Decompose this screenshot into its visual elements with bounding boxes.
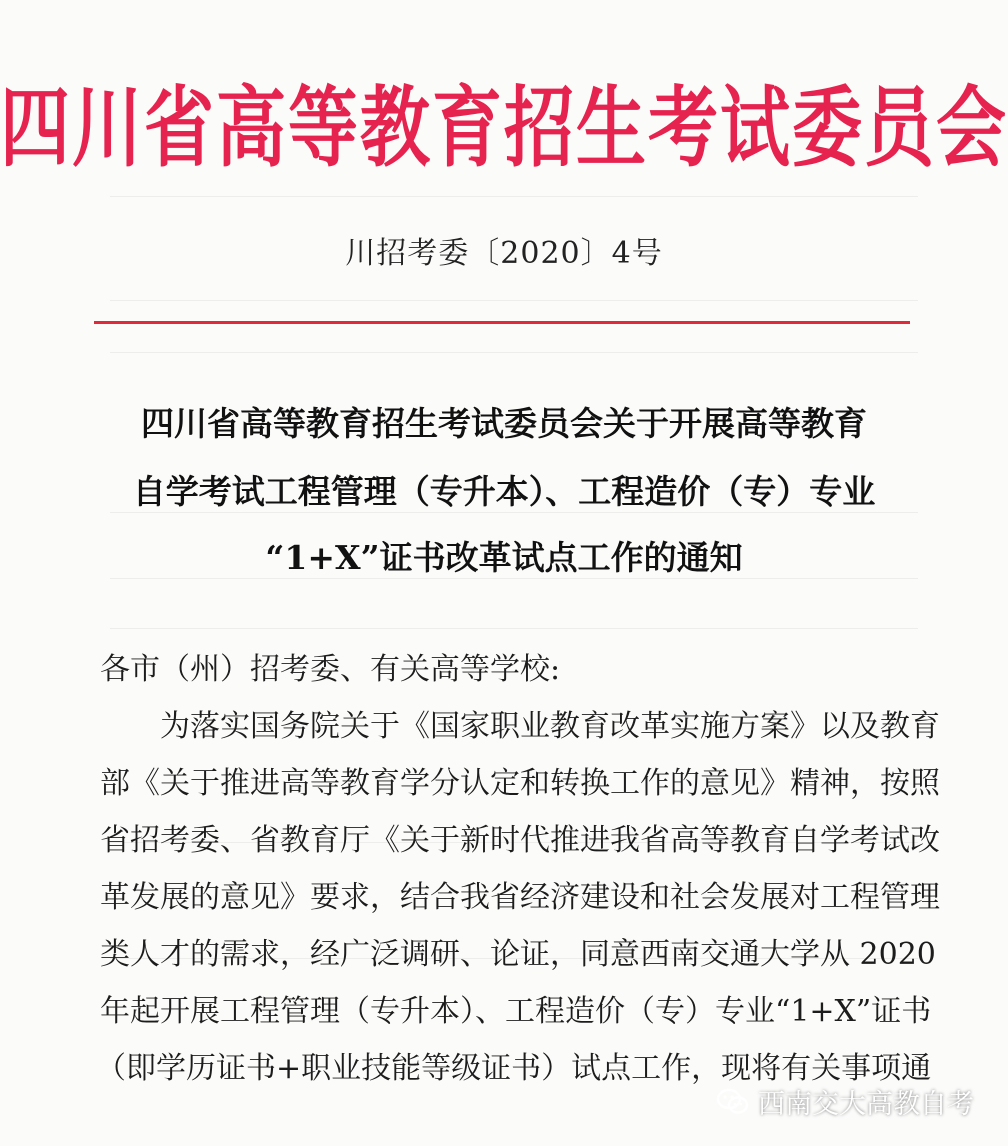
body-line-7: （即学历证书+职业技能等级证书）试点工作，现将有关事项通 [96, 1051, 932, 1086]
salutation: 各市（州）招考委、有关高等学校: [100, 652, 561, 687]
body-line-3: 省招考委、省教育厅《关于新时代推进我省高等教育自学考试改 [100, 823, 940, 858]
bleed-through-line [110, 628, 918, 629]
body-line-4: 革发展的意见》要求，结合我省经济建设和社会发展对工程管理 [100, 880, 940, 915]
wechat-account-watermark [716, 1082, 974, 1121]
bleed-through-line [110, 196, 918, 197]
body-line-2: 部《关于推进高等教育学分认定和转换工作的意见》精神，按照 [100, 766, 940, 801]
notice-title-line-2: 自学考试工程管理（专升本）、工程造价（专）专业 [132, 472, 876, 511]
header-divider [94, 321, 910, 324]
notice-title-line-3: “1+X”证书改革试点工作的通知 [265, 538, 743, 577]
wechat-icon [716, 1088, 750, 1116]
body-line-1: 为落实国务院关于《国家职业教育改革实施方案》以及教育 [160, 709, 940, 744]
notice-title-line-1: 四川省高等教育招生考试委员会关于开展高等教育 [141, 404, 867, 443]
body-line-5: 类人才的需求，经广泛调研、论证，同意西南交通大学从 2020 [100, 937, 936, 972]
watermark-text: 西南交大高教自考 [758, 1089, 974, 1120]
body-line-6: 年起开展工程管理（专升本）、工程造价（专）专业“1+X”证书 [100, 994, 932, 1029]
document-number: 川招考委〔2020〕4号 [345, 236, 663, 271]
issuing-organization-header: 四川省高等教育招生考试委员会 [0, 76, 1008, 180]
bleed-through-line [110, 300, 918, 301]
bleed-through-line [110, 352, 918, 353]
